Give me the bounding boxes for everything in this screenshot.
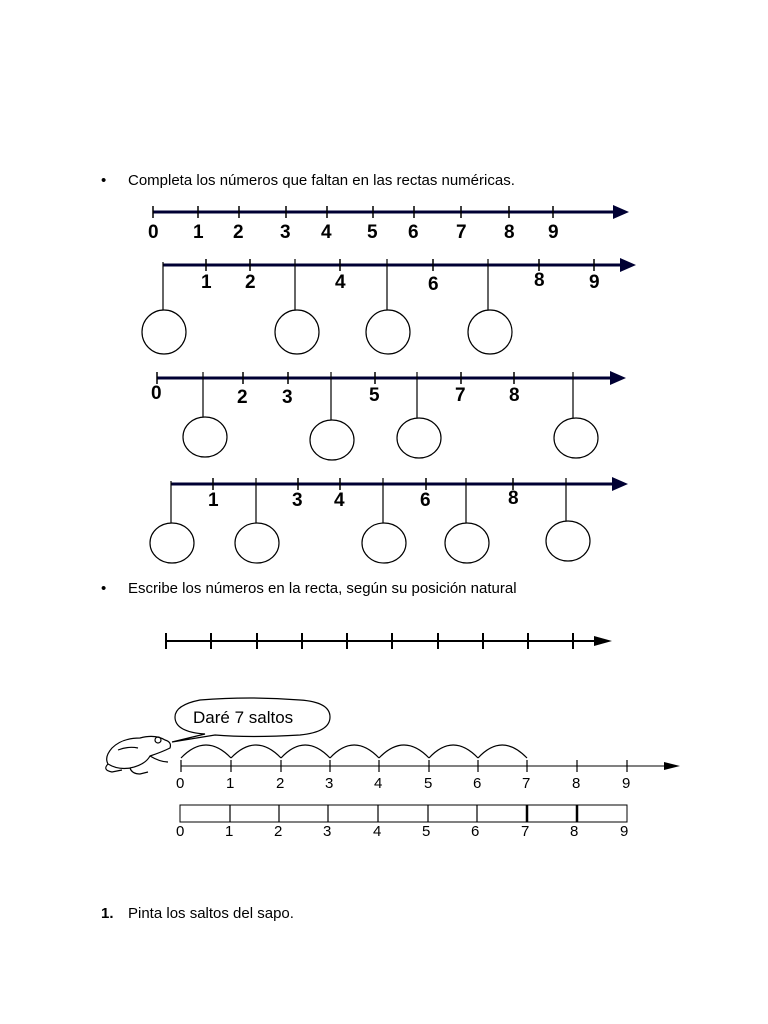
box-strip	[176, 805, 628, 840]
line3-label: 0	[151, 383, 162, 404]
line1-label: 2	[233, 222, 244, 243]
empty-number-line	[166, 633, 612, 649]
frog-axis-label: 5	[424, 775, 433, 792]
frog-number-line	[176, 745, 680, 792]
line3-label: 5	[369, 385, 380, 406]
box-label: 8	[570, 823, 579, 840]
instruction-paint-jumps: Pinta los saltos del sapo.	[128, 905, 294, 922]
line1-label: 8	[504, 222, 515, 243]
box-label: 9	[620, 823, 629, 840]
line3-label: 2	[237, 387, 248, 408]
frog-axis-label: 4	[374, 775, 383, 792]
frog-axis-label: 2	[276, 775, 285, 792]
box-label: 5	[422, 823, 431, 840]
line4-label: 6	[420, 490, 431, 511]
line2-label: 2	[245, 272, 256, 293]
line2-label: 8	[534, 270, 545, 291]
speech-text: Daré 7 saltos	[193, 708, 294, 727]
instruction-number: 1.	[101, 905, 114, 922]
instruction-write-numbers: Escribe los números en la recta, según su posición natural	[128, 580, 517, 597]
line1-label: 7	[456, 222, 467, 243]
line1-label: 3	[280, 222, 291, 243]
frog-axis-label: 3	[325, 775, 334, 792]
line2-label: 9	[589, 272, 600, 293]
line4-label: 3	[292, 490, 303, 511]
line1-label: 5	[367, 222, 378, 243]
number-line-3	[151, 371, 626, 460]
instruction-complete-numbers: Completa los números que faltan en las rectas numéricas.	[128, 172, 515, 189]
line2-label: 6	[428, 274, 439, 295]
line1-label: 1	[193, 222, 204, 243]
line4-label: 8	[508, 488, 519, 509]
box-label: 3	[323, 823, 332, 840]
line1-label: 0	[148, 222, 159, 243]
number-line-1	[148, 205, 629, 243]
number-line-2	[142, 258, 636, 354]
line4-label: 1	[208, 490, 219, 511]
frog-axis-label: 9	[622, 775, 631, 792]
box-label: 4	[373, 823, 382, 840]
speech-bubble	[172, 698, 330, 742]
box-label: 2	[274, 823, 283, 840]
line3-label: 3	[282, 387, 293, 408]
box-label: 7	[521, 823, 530, 840]
line3-label: 8	[509, 385, 520, 406]
line3-label: 7	[455, 385, 466, 406]
bullet-1: •	[101, 172, 107, 189]
frog-axis-label: 1	[226, 775, 235, 792]
bullet-2: •	[101, 580, 107, 597]
box-label: 0	[176, 823, 185, 840]
line2-label: 4	[335, 272, 346, 293]
box-label: 6	[471, 823, 480, 840]
line1-label: 6	[408, 222, 419, 243]
line1-label: 9	[548, 222, 559, 243]
frog-axis-label: 8	[572, 775, 581, 792]
line1-label: 4	[321, 222, 332, 243]
frog-icon	[106, 736, 171, 774]
line4-label: 4	[334, 490, 345, 511]
number-line-4	[150, 477, 628, 563]
line2-label: 1	[201, 272, 212, 293]
box-label: 1	[225, 823, 234, 840]
frog-axis-label: 7	[522, 775, 531, 792]
frog-axis-label: 0	[176, 775, 185, 792]
frog-axis-label: 6	[473, 775, 482, 792]
